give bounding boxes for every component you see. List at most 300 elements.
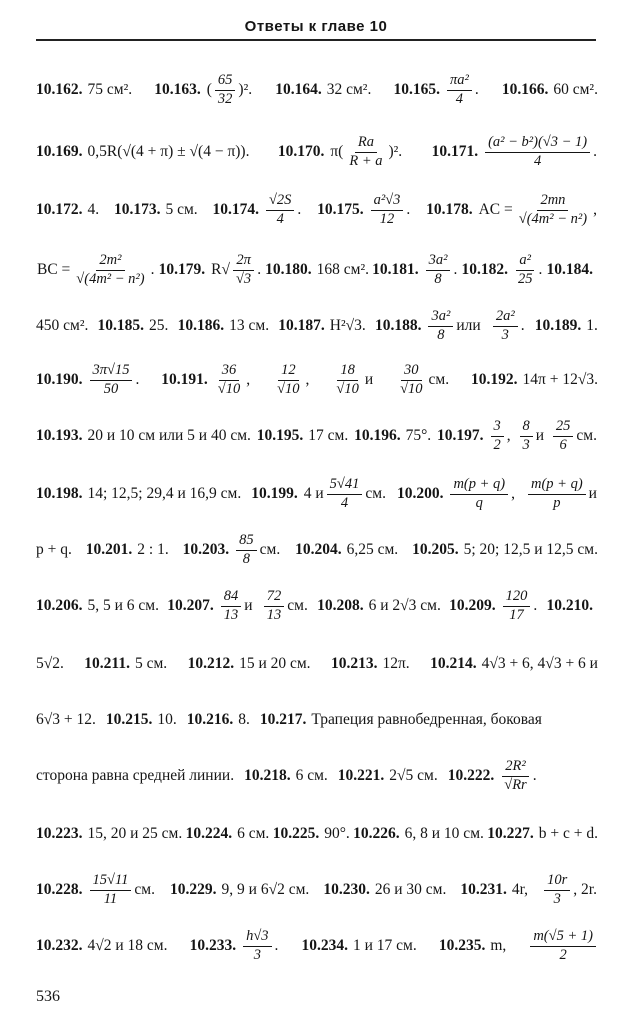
- answer-value: [210, 253, 262, 286]
- answer-line: [36, 526, 598, 574]
- answer-value: [526, 477, 598, 510]
- fraction: [221, 589, 242, 622]
- answer-item: [36, 597, 159, 615]
- fraction: [397, 363, 425, 396]
- denominator: √10: [217, 380, 241, 397]
- answer-value: 32 см².: [326, 81, 372, 98]
- expr-suffix: ,: [511, 485, 515, 502]
- numerator: (a² − b²)(√3 − 1): [485, 135, 590, 152]
- answer-value: 12π.: [382, 655, 410, 672]
- expr-suffix: .: [406, 201, 411, 218]
- problem-number: 10.203.: [182, 541, 230, 558]
- expr-prefix: (: [206, 81, 212, 98]
- problem-number: 10.235.: [438, 937, 486, 954]
- answer-value: [206, 73, 253, 106]
- answer-value: [426, 309, 481, 342]
- fraction: [215, 363, 243, 396]
- numerator: 15√11: [90, 873, 132, 890]
- numerator: 2R²: [502, 759, 528, 776]
- expr-suffix: см.: [259, 541, 281, 558]
- answer-item: [159, 253, 262, 286]
- answer-item: [471, 371, 598, 389]
- expr-suffix: )².: [238, 81, 253, 98]
- expr-suffix: .: [474, 81, 479, 98]
- problem-number: 10.216.: [186, 711, 234, 728]
- problem-number: 10.186.: [177, 317, 225, 334]
- problem-number: 10.207.: [167, 597, 214, 614]
- fraction: [520, 419, 533, 452]
- expr-suffix: .: [532, 767, 537, 784]
- answer-value: 6√3 + 12.: [36, 711, 96, 728]
- expr-suffix: см.: [134, 881, 155, 898]
- answer-value: 14; 12,5; 29,4 и 16,9 см.: [87, 485, 242, 502]
- numerator: Ra: [355, 135, 377, 152]
- denominator: 4: [276, 210, 284, 227]
- answer-item: [186, 825, 270, 843]
- answer-item: [178, 317, 269, 335]
- answer-value: 4√3 + 6, 4√3 + 6 и: [481, 655, 598, 672]
- denominator: 13: [223, 606, 239, 623]
- problem-number: 10.196.: [354, 427, 401, 444]
- denominator: 3: [553, 890, 561, 907]
- numerator: 3π√15: [90, 363, 133, 380]
- expr-suffix: и: [588, 485, 597, 502]
- answer-item: [518, 419, 546, 452]
- fraction: [233, 253, 254, 286]
- answer-item: [36, 541, 72, 559]
- answer-value: [241, 929, 279, 962]
- denominator: 17: [509, 606, 524, 623]
- answer-item: [36, 363, 140, 396]
- answer-item: [98, 317, 169, 335]
- problem-number: 10.190.: [36, 371, 83, 388]
- expr-suffix: .: [274, 937, 279, 954]
- answer-value: 168 см².: [316, 261, 370, 278]
- problem-number: 10.230.: [323, 881, 370, 898]
- numerator: 8: [520, 419, 533, 436]
- answer-item: [535, 317, 598, 335]
- problem-number: 10.172.: [36, 201, 83, 218]
- answer-item: [353, 825, 484, 843]
- answer-item: [275, 81, 371, 99]
- answer-line: [36, 640, 598, 688]
- denominator: R + a: [349, 152, 383, 169]
- answer-value: 10.: [157, 711, 177, 728]
- answer-value: [499, 759, 537, 792]
- problem-number: 10.221.: [337, 767, 385, 784]
- denominator: 3: [501, 326, 509, 343]
- problem-number: 10.223.: [36, 825, 83, 842]
- answer-value: [369, 193, 412, 226]
- fraction: [90, 363, 133, 396]
- problem-number: 10.180.: [265, 261, 312, 278]
- answer-line: [36, 752, 598, 800]
- denominator: √10: [336, 380, 359, 397]
- answer-value: 6 см.: [295, 767, 328, 784]
- problem-number: 10.210.: [546, 597, 593, 614]
- fraction: [264, 589, 285, 622]
- problem-number: 10.218.: [244, 767, 291, 784]
- answer-item: [36, 711, 96, 729]
- fraction: [515, 253, 536, 286]
- denominator: √(4m² − n²): [76, 270, 145, 287]
- answer-value: 17 см.: [308, 427, 349, 444]
- answer-item: [302, 937, 417, 955]
- expr-suffix: .: [257, 261, 262, 278]
- answer-value: 5, 5 и 6 см.: [87, 597, 159, 614]
- answer-value: 75°.: [405, 427, 432, 444]
- answer-value: 60 см².: [553, 81, 598, 98]
- problem-number: 10.178.: [426, 201, 473, 218]
- answer-value: 5 см.: [134, 655, 168, 672]
- problem-number: 10.206.: [36, 597, 83, 614]
- answer-value: 90°.: [324, 825, 350, 842]
- answer-line: [36, 128, 598, 176]
- answer-item: [317, 597, 441, 615]
- answer-line: [36, 922, 598, 970]
- answer-item: [190, 929, 280, 962]
- fraction: [73, 253, 147, 286]
- expr-suffix: .: [135, 371, 140, 388]
- expr-suffix: .: [297, 201, 302, 218]
- answer-item: [154, 73, 253, 106]
- problem-number: 10.197.: [437, 427, 484, 444]
- problem-number: 10.213.: [330, 655, 378, 672]
- expr-suffix: .: [150, 261, 155, 278]
- answer-value: 14π + 12√3.: [522, 371, 598, 388]
- problem-number: 10.200.: [396, 485, 444, 502]
- fraction: [274, 363, 302, 396]
- answer-item: [167, 589, 253, 622]
- answer-item: [212, 193, 302, 226]
- problem-number: 10.229.: [170, 881, 217, 898]
- expr-suffix: ,: [246, 371, 251, 388]
- answer-item: [257, 427, 348, 445]
- denominator: 50: [103, 380, 119, 397]
- problem-number: 10.188.: [374, 317, 422, 334]
- fraction: [243, 929, 271, 962]
- problem-number: 10.187.: [278, 317, 325, 334]
- problem-number: 10.164.: [275, 81, 322, 98]
- expr-suffix: см.: [576, 427, 597, 444]
- answer-item: [323, 881, 446, 899]
- numerator: 18: [337, 363, 358, 380]
- fraction: [428, 309, 453, 342]
- answer-value: Трапеция равнобедренная, боковая: [311, 711, 542, 728]
- answer-value: 5; 20; 12,5 и 12,5 см.: [463, 541, 598, 558]
- answer-item: [317, 193, 411, 226]
- answer-item: [188, 655, 311, 673]
- numerator: m(√5 + 1): [530, 929, 596, 946]
- answer-item: [265, 261, 369, 279]
- numerator: √2S: [266, 193, 294, 210]
- denominator: 2: [493, 436, 501, 453]
- fraction: [544, 873, 570, 906]
- answer-item: [412, 541, 598, 559]
- problem-number: 10.163.: [154, 81, 201, 98]
- problem-number: 10.193.: [36, 427, 83, 444]
- problem-number: 10.217.: [259, 711, 307, 728]
- answer-value: [513, 253, 543, 286]
- answer-value: 13 см.: [229, 317, 270, 334]
- answer-value: [303, 477, 387, 510]
- problem-number: 10.171.: [431, 143, 479, 160]
- problem-number: 10.195.: [256, 427, 304, 444]
- expr-suffix: )².: [388, 143, 403, 160]
- answer-value: [36, 253, 156, 286]
- problem-number: 10.199.: [251, 485, 298, 502]
- denominator: 13: [266, 606, 282, 623]
- answer-item: [395, 363, 450, 396]
- numerator: 12: [278, 363, 299, 380]
- answer-line: [36, 866, 598, 914]
- answer-value: [551, 419, 598, 452]
- denominator: q: [475, 494, 483, 511]
- answer-item: [36, 655, 64, 673]
- answer-item: [36, 201, 99, 219]
- denominator: √Rr: [504, 776, 527, 793]
- numerator: 2π: [233, 253, 254, 270]
- expr-suffix: .: [533, 597, 538, 614]
- numerator: 10r: [544, 873, 570, 890]
- fraction: [530, 929, 596, 962]
- expr-suffix: ,: [593, 201, 597, 218]
- answer-item: [36, 427, 251, 445]
- answer-item: [36, 317, 88, 335]
- numerator: a²√3: [371, 193, 404, 210]
- answer-value: [272, 363, 310, 396]
- fraction: [516, 193, 590, 226]
- problem-number: 10.189.: [534, 317, 582, 334]
- denominator: 25: [517, 270, 533, 287]
- answer-item: [36, 825, 182, 843]
- problem-number: 10.205.: [412, 541, 459, 558]
- problem-number: 10.169.: [36, 143, 83, 160]
- fraction: [371, 193, 404, 226]
- answer-line: [36, 582, 598, 630]
- answer-item: [36, 81, 132, 99]
- answer-value: [262, 589, 309, 622]
- denominator: 4: [455, 90, 464, 107]
- problem-number: 10.214.: [430, 655, 477, 672]
- expr-suffix: .: [593, 143, 597, 160]
- answer-item: [36, 143, 249, 161]
- answer-item: [36, 767, 234, 785]
- numerator: 65: [215, 73, 236, 90]
- denominator: 32: [217, 90, 233, 107]
- fraction: [215, 73, 236, 106]
- answer-line: [36, 696, 598, 744]
- answer-line: [36, 302, 598, 350]
- answer-value: [445, 73, 480, 106]
- answer-line: [36, 66, 598, 114]
- expr-prefix: 4 и: [303, 485, 324, 502]
- answer-value: [518, 419, 546, 452]
- fraction: [327, 477, 363, 510]
- fraction: [266, 193, 294, 226]
- fraction: [346, 135, 385, 168]
- expr-suffix: см.: [365, 485, 386, 502]
- numerator: 120: [503, 589, 531, 606]
- expr-suffix: и: [244, 597, 253, 614]
- answer-value: 1 и 17 см.: [353, 937, 417, 954]
- denominator: 3: [522, 436, 530, 453]
- header-rule: [36, 39, 596, 41]
- answer-item: [260, 711, 542, 729]
- answer-value: 0,5R(√(4 + π) ± √(4 − π)).: [87, 143, 250, 160]
- problem-number: 10.198.: [36, 485, 83, 502]
- problem-number: 10.222.: [447, 767, 495, 784]
- answer-value: 5√2.: [36, 655, 64, 672]
- problem-number: 10.162.: [36, 81, 83, 98]
- answer-item: [36, 253, 156, 286]
- answer-item: [460, 881, 528, 899]
- answer-item: [114, 201, 198, 219]
- numerator: 3a²: [426, 253, 451, 270]
- answer-value: 450 см².: [36, 317, 89, 334]
- answer-item: [542, 873, 598, 906]
- numerator: m(p + q): [450, 477, 508, 494]
- numerator: πa²: [447, 73, 472, 90]
- problem-number: 10.208.: [317, 597, 364, 614]
- answer-item: [502, 81, 598, 99]
- answer-item: [273, 825, 350, 843]
- expr-suffix: .: [453, 261, 458, 278]
- answer-item: [170, 881, 309, 899]
- numerator: 25: [553, 419, 574, 436]
- answer-item: [448, 759, 538, 792]
- expr-suffix: .: [520, 317, 525, 334]
- answer-item: [546, 261, 598, 279]
- answer-value: m,: [490, 937, 507, 954]
- answer-item: [161, 363, 251, 396]
- answer-value: 2 : 1.: [137, 541, 169, 558]
- answer-value: [331, 363, 374, 396]
- answer-value: [489, 419, 512, 452]
- answer-line: [36, 412, 598, 460]
- problem-number: 10.184.: [546, 261, 593, 278]
- answer-item: [331, 655, 410, 673]
- answer-value: [329, 135, 403, 168]
- answer-value: [501, 589, 539, 622]
- answer-value: 75 см².: [87, 81, 133, 98]
- problem-number: 10.233.: [189, 937, 237, 954]
- problem-number: 10.201.: [85, 541, 133, 558]
- problem-number: 10.225.: [272, 825, 320, 842]
- answer-value: 15 и 20 см.: [239, 655, 311, 672]
- expr-suffix: см.: [287, 597, 308, 614]
- page-header: Ответы к главе 10: [244, 18, 388, 35]
- fraction: [450, 477, 508, 510]
- numerator: h√3: [243, 929, 271, 946]
- answer-item: [84, 655, 167, 673]
- problem-number: 10.204.: [295, 541, 342, 558]
- answer-value: 25.: [149, 317, 169, 334]
- fraction: [491, 419, 504, 452]
- answer-item: [397, 477, 516, 510]
- answer-item: [36, 485, 241, 503]
- problem-number: 10.181.: [372, 261, 419, 278]
- answer-value: H²√3.: [329, 317, 366, 334]
- problem-number: 10.179.: [158, 261, 206, 278]
- fraction: [447, 73, 472, 106]
- answer-value: 5 см.: [165, 201, 198, 218]
- denominator: 11: [103, 890, 118, 907]
- answer-value: 6 и 2√3 см.: [368, 597, 441, 614]
- fraction: [493, 309, 518, 342]
- answer-value: 20 и 10 см или 5 и 40 см.: [87, 427, 251, 444]
- answer-value: [213, 363, 251, 396]
- answer-item: [295, 541, 398, 559]
- answer-item: [393, 73, 479, 106]
- answer-item: [375, 309, 482, 342]
- answer-value: 26 и 30 см.: [374, 881, 447, 898]
- problem-number: 10.226.: [353, 825, 400, 842]
- answer-item: [551, 419, 598, 452]
- problem-number: 10.224.: [185, 825, 233, 842]
- answer-item: [432, 135, 598, 168]
- answer-item: [183, 533, 282, 566]
- fraction: [501, 759, 529, 792]
- answer-item: [437, 419, 512, 452]
- answer-item: [272, 363, 310, 396]
- numerator: 3: [491, 419, 504, 436]
- numerator: m(p + q): [528, 477, 586, 494]
- answer-value: 8.: [238, 711, 250, 728]
- answer-item: [426, 193, 598, 226]
- fraction: [485, 135, 590, 168]
- answer-value: 1.: [586, 317, 598, 334]
- denominator: 12: [379, 210, 395, 227]
- numerator: a²: [516, 253, 534, 270]
- problem-number: 10.185.: [97, 317, 145, 334]
- answer-item: [331, 363, 374, 396]
- problem-number: 10.192.: [471, 371, 518, 388]
- answer-line: [36, 810, 598, 858]
- answer-value: 4r,: [511, 881, 529, 898]
- answer-item: [338, 767, 438, 785]
- answer-item: [449, 589, 538, 622]
- answer-item: [262, 589, 309, 622]
- answer-value: [264, 193, 302, 226]
- expr-suffix: и: [364, 371, 374, 388]
- problem-number: 10.212.: [187, 655, 235, 672]
- answer-value: 9, 9 и 6√2 см.: [221, 881, 310, 898]
- answer-item: [106, 711, 177, 729]
- expr-suffix: , 2r.: [573, 881, 597, 898]
- answer-value: [448, 477, 516, 510]
- problem-number: 10.209.: [449, 597, 496, 614]
- answer-item: [354, 427, 431, 445]
- answer-item: [36, 937, 168, 955]
- expr-prefix: AC =: [478, 201, 513, 218]
- answer-value: [88, 873, 156, 906]
- fraction: [553, 419, 574, 452]
- answer-item: [251, 477, 387, 510]
- answer-value: [88, 363, 141, 396]
- answer-value: 6,25 см.: [346, 541, 399, 558]
- numerator: 2mn: [537, 193, 568, 210]
- numerator: 3a²: [428, 309, 453, 326]
- expr-suffix: ,: [305, 371, 310, 388]
- answer-value: 4√2 и 18 см.: [87, 937, 168, 954]
- fraction: [528, 477, 586, 510]
- denominator: p: [553, 494, 561, 511]
- numerator: 72: [264, 589, 285, 606]
- denominator: 4: [533, 152, 542, 169]
- answer-value: [542, 873, 598, 906]
- denominator: 8: [437, 326, 445, 343]
